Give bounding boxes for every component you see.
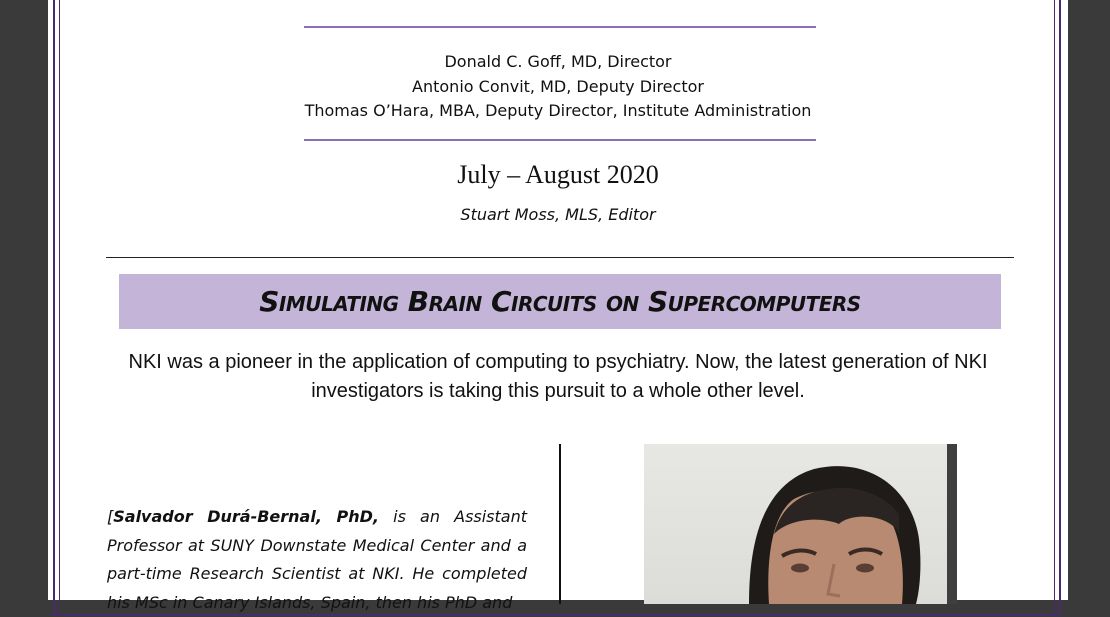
issue-date: July – August 2020: [457, 160, 659, 189]
column-divider: [559, 444, 561, 604]
divider-bottom: [304, 139, 816, 141]
bio-name: Salvador Durá-Bernal, PhD,: [113, 507, 380, 526]
bio-column: [107, 503, 528, 612]
staff-deputy-admin: Thomas O’Hara, MBA, Deputy Director, Institute Administration: [304, 101, 812, 120]
article-title-banner: [119, 274, 1001, 329]
portrait-illustration: [644, 444, 957, 604]
article-lead: NKI was a pioneer in the application of computing to psychiatry. Now, the latest generation of NKI investigators is taking this pursuit to a whole other level.: [128, 351, 988, 402]
masthead-staff: [48, 50, 1068, 124]
newsletter-page: [48, 0, 1068, 612]
photo-edge-shadow: [947, 444, 957, 604]
editor-credit: Stuart Moss, MLS, Editor: [460, 205, 656, 224]
bio-paragraph: [Salvador Durá-Bernal, PhD, is an Assistant Professor at SUNY Downstate Medical Center and a part-time Research Scientist at NKI. He completed his MSc in Canary Islands, Spain, then his PhD and: [107, 507, 528, 612]
article-title: Simulating Brain Circuits on Supercomputers: [259, 285, 861, 318]
bio-text: is an Assistant Professor at SUNY Downstate Medical Center and a part-time Research Scientist at NKI. He completed his MSc in Canary Islands, Spain, then his PhD and: [107, 507, 528, 612]
staff-deputy-director: Antonio Convit, MD, Deputy Director: [412, 76, 704, 96]
author-photo: [644, 444, 957, 604]
section-rule: [106, 257, 1014, 258]
staff-director: Donald C. Goff, MD, Director: [444, 52, 672, 71]
divider-top: [304, 26, 816, 28]
